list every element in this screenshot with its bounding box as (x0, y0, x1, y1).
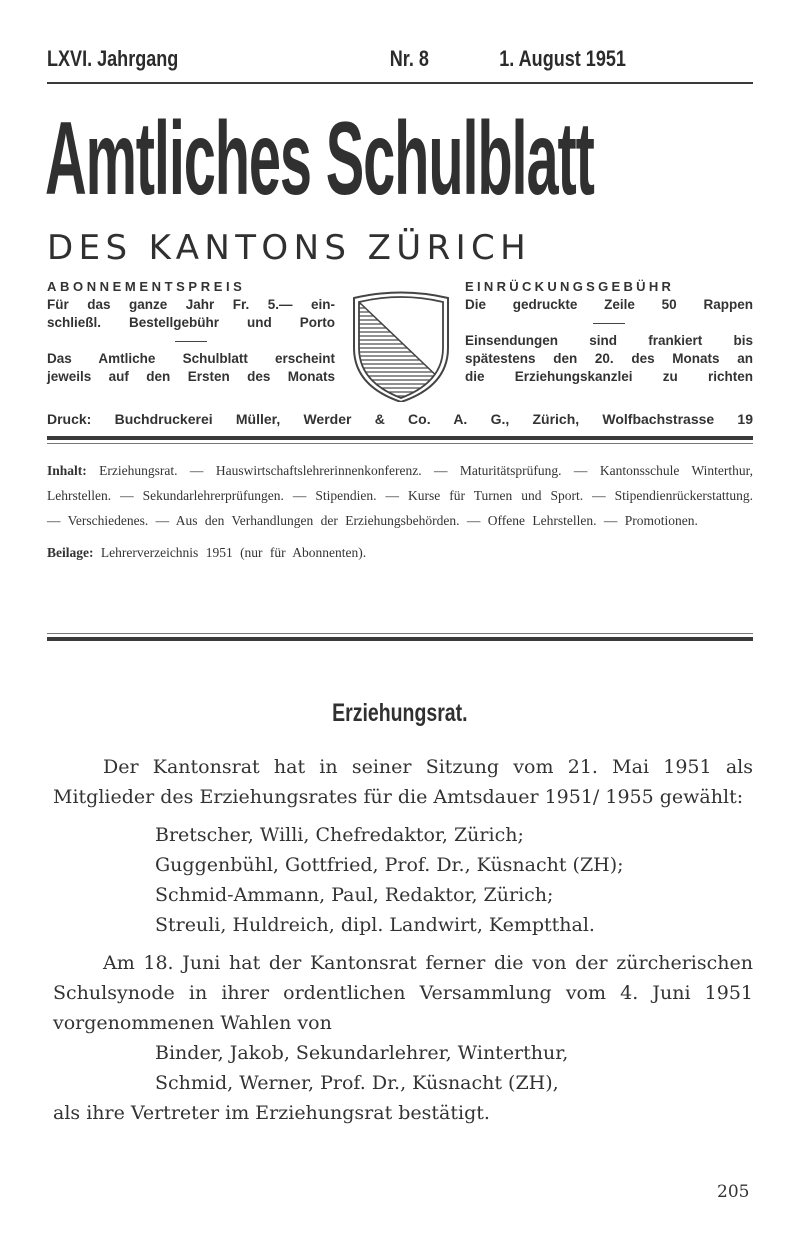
subscription-heading: ABONNEMENTSPREIS (47, 279, 246, 294)
table-of-contents (47, 458, 753, 565)
issue-header (47, 46, 626, 80)
list-item: Schmid-Ammann, Paul, Redaktor, Zürich; (155, 884, 554, 906)
insertion-line: spätestens den 20. des Monats an (465, 351, 753, 366)
issue-date: 1. August 1951 (499, 46, 626, 71)
list-item: Binder, Jakob, Sekundarlehrer, Winterthur, (155, 1042, 569, 1064)
paragraph: als ihre Vertreter im Erziehungsrat bestätigt. (53, 1102, 490, 1124)
zurich-coat-of-arms-icon (352, 290, 450, 402)
double-rule-thin (47, 633, 753, 634)
supplement-label: Beilage: (47, 545, 94, 560)
insertion-line: die Erziehungskanzlei zu richten (465, 369, 753, 384)
double-rule-thick (47, 637, 753, 641)
member-list (53, 820, 753, 940)
paragraph: Der Kantonsrat hat in seiner Sitzung vom 21. Mai 1951 als Mitglieder des Erziehungsrates für die Amtsdauer 1951/ 1955 gewählt: (53, 756, 753, 808)
list-item: Schmid, Werner, Prof. Dr., Küsnacht (ZH), (155, 1072, 559, 1094)
header-rule (47, 82, 753, 84)
subscription-line: Das Amtliche Schulblatt erscheint (47, 351, 335, 366)
insertion-line: Die gedruckte Zeile 50 Rappen (465, 297, 753, 312)
subscription-line: schließl. Bestellgebühr und Porto (47, 315, 335, 330)
page-number: 205 (717, 1182, 750, 1202)
insertion-line: Einsendungen sind frankiert bis (465, 333, 753, 348)
contents-label: Inhalt: (47, 463, 87, 478)
divider (593, 323, 625, 324)
article-body (53, 752, 753, 1128)
masthead-title: Amtliches Schulblatt (45, 101, 594, 217)
insertion-heading: EINRÜCKUNGSGEBÜHR (465, 279, 675, 294)
insertion-info (465, 278, 753, 386)
issue-number: Nr. 8 (389, 46, 429, 71)
printer-line: Druck: Buchdruckerei Müller, Werder & Co. A. G., Zürich, Wolfbachstrasse 19 (47, 411, 753, 427)
masthead-subtitle: DES KANTONS ZÜRICH (47, 228, 532, 268)
paragraph: Am 18. Juni hat der Kantonsrat ferner die von der zürcherischen Schulsynode in ihrer ordentlichen Versammlung vom 4. Juni 1951 vorgenommenen Wahlen von (53, 952, 753, 1034)
double-rule-thick (47, 436, 753, 440)
list-item: Guggenbühl, Gottfried, Prof. Dr., Küsnacht (ZH); (155, 854, 624, 876)
section-heading: Erziehungsrat. (332, 699, 468, 727)
supplement-text: Lehrerverzeichnis 1951 (nur für Abonnenten). (100, 545, 367, 560)
subscription-info (47, 278, 335, 386)
subscription-line: Für das ganze Jahr Fr. 5.— ein- (47, 297, 335, 312)
divider (175, 341, 207, 342)
list-item: Streuli, Huldreich, dipl. Landwirt, Kemptthal. (155, 914, 595, 936)
subscription-line: jeweils auf den Ersten des Monats (47, 369, 335, 384)
double-rule-thin (47, 443, 753, 444)
list-item: Bretscher, Willi, Chefredaktor, Zürich; (155, 824, 524, 846)
contents-text: Erziehungsrat. — Hauswirtschaftslehrerinnenkonferenz. — Maturitätsprüfung. — Kantonsschule Winterthur, Lehrstellen. — Sekundarlehrerprüfungen. — Stipendien. — Kurse für Turnen und Sport. — Stipendienrückerstattung. — Verschiedenes. — Aus den Verhandlungen der Erziehungsbehörden. — Offene Lehrstellen. — Promotionen. (47, 463, 754, 528)
volume-label: LXVI. Jahrgang (47, 46, 179, 71)
representative-list (53, 1038, 753, 1098)
